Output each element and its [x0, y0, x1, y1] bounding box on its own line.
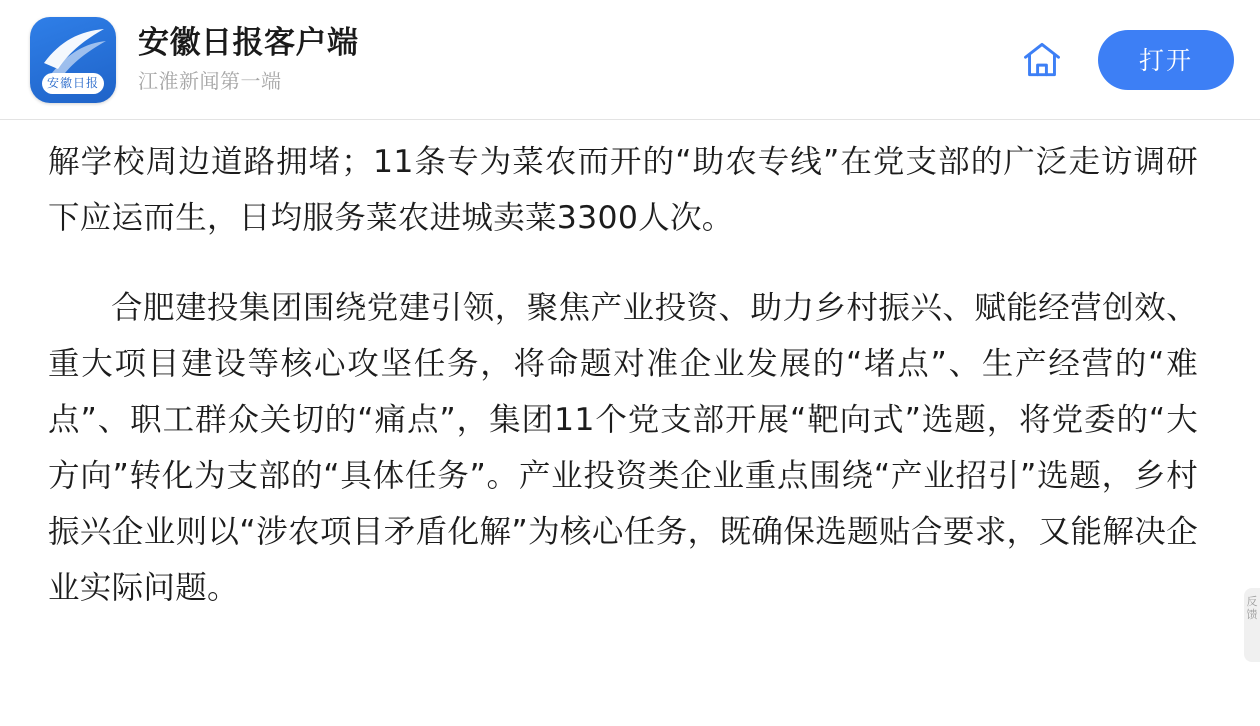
app-logo-icon: [30, 17, 116, 103]
home-icon[interactable]: [1014, 32, 1070, 88]
article-paragraph-2: 合肥建投集团围绕党建引领，聚焦产业投资、助力乡村振兴、赋能经营创效、重大项目建设等核心攻坚任务，将命题对准企业发展的“堵点”、生产经营的“难点”、职工群众关切的“痛点”，集团11个党支部开展“靶向式”选题，将党委的“大方向”转化为支部的“具体任务”。产业投资类企业重点围绕“产业招引”选题，乡村振兴企业则以“涉农项目矛盾化解”为核心任务，既确保选题贴合要求，又能解决企业实际问题。: [48, 290, 1198, 606]
app-promo-banner: [0, 0, 1260, 120]
article-paragraph-1: 解学校周边道路拥堵；11条专为菜农而开的“助农专线”在党支部的广泛走访调研下应运而生，日均服务菜农进城卖菜3300人次。: [48, 144, 1198, 236]
article-body: [0, 120, 1260, 616]
app-name: 安徽日报客户端: [138, 24, 359, 60]
side-feedback-tab[interactable]: 反馈: [1244, 588, 1260, 662]
open-app-button[interactable]: 打开: [1098, 30, 1234, 90]
app-logo-label: 安徽日报: [42, 73, 104, 94]
app-slogan: 江淮新闻第一端: [138, 70, 282, 93]
app-info: [138, 23, 359, 97]
